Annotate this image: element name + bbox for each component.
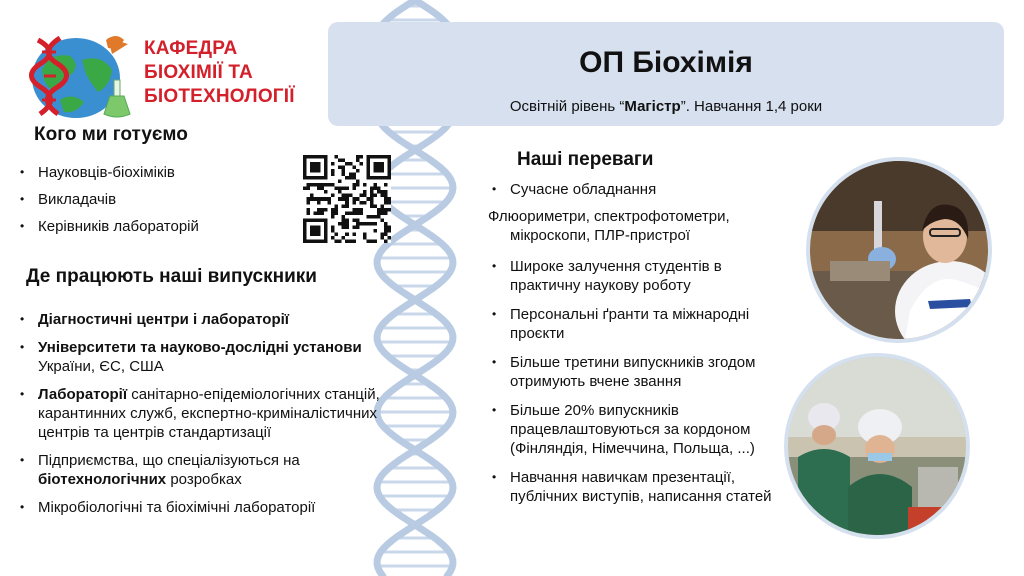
page-title: ОП Біохімія — [579, 46, 753, 79]
work-item-text: санітарно-епідеміологічних станцій, карантинних служб, експертно-криміналістичних центрів та центрів стандартизації — [38, 386, 380, 441]
subtitle-degree: Магістр — [624, 98, 681, 115]
list-item: • Керівників лабораторій — [16, 217, 276, 236]
list-item — [16, 338, 386, 376]
header-banner — [328, 22, 1004, 126]
equipment-line-2: мікроскопи, ПЛР-пристрої — [510, 227, 690, 244]
list-item: • Навчання навичкам презентації, публічних виступів, написання статей — [488, 468, 788, 506]
advantages-heading: Наші переваги — [517, 149, 654, 170]
work-item-text: України, ЄС, США — [38, 358, 164, 375]
advantages-list — [488, 180, 788, 516]
lab-photo-pipette-image — [810, 161, 988, 339]
list-item: • Персональні ґранти та міжнародні проєкти — [488, 305, 788, 343]
work-item-bold: Лабораторії — [38, 386, 128, 403]
work-item-bold: біотехнологічних — [38, 471, 167, 488]
work-item-bold: Діагностичні центри і лабораторії — [38, 311, 290, 328]
logo-globe-icon — [20, 30, 138, 120]
prepare-list — [16, 163, 276, 244]
list-item: • Більше 20% випускників працевлаштовуються за кордоном (Фінляндія, Німеччина, Польща, ...) — [488, 401, 788, 458]
work-item-text: Підприємства, що спеціалізуються на — [38, 452, 300, 469]
lab-photo-pipette — [806, 157, 992, 343]
lab-photo-students — [784, 353, 970, 539]
subtitle-prefix: Освітній рівень “ — [509, 98, 625, 115]
work-item-bold: Університети та науково-дослідні установи — [38, 339, 362, 356]
equipment-line-1: Флюориметри, спектрофотометри, — [488, 208, 730, 225]
department-line-3: БІОТЕХНОЛОГІЇ — [144, 86, 295, 107]
qr-code-icon[interactable] — [303, 155, 391, 243]
subtitle-suffix: ”. Навчання 1,4 роки — [680, 98, 823, 115]
work-heading: Де працюють наші випускники — [26, 266, 317, 287]
list-item — [16, 385, 386, 442]
list-item — [16, 451, 386, 489]
list-item: • Викладачів — [16, 190, 276, 209]
prepare-heading: Кого ми готуємо — [34, 124, 188, 145]
work-item-text: розробках — [166, 471, 242, 488]
list-item: • Мікробіологічні та біохімічні лабораторії — [16, 498, 386, 517]
department-name — [144, 37, 295, 109]
list-item: • Більше третини випускників згодом отримують вчене звання — [488, 353, 788, 391]
equipment-details — [488, 207, 788, 245]
list-item: • Науковців-біохіміків — [16, 163, 276, 182]
department-line-1: КАФЕДРА — [144, 38, 238, 59]
list-item — [16, 310, 386, 329]
department-line-2: БІОХІМІЇ ТА — [144, 62, 253, 83]
lab-photo-students-image — [788, 357, 966, 535]
list-item: • Широке залучення студентів в практичну наукову роботу — [488, 257, 788, 295]
list-item: • Сучасне обладнання — [488, 180, 788, 199]
page-subtitle — [328, 98, 1004, 115]
work-list — [16, 310, 386, 526]
